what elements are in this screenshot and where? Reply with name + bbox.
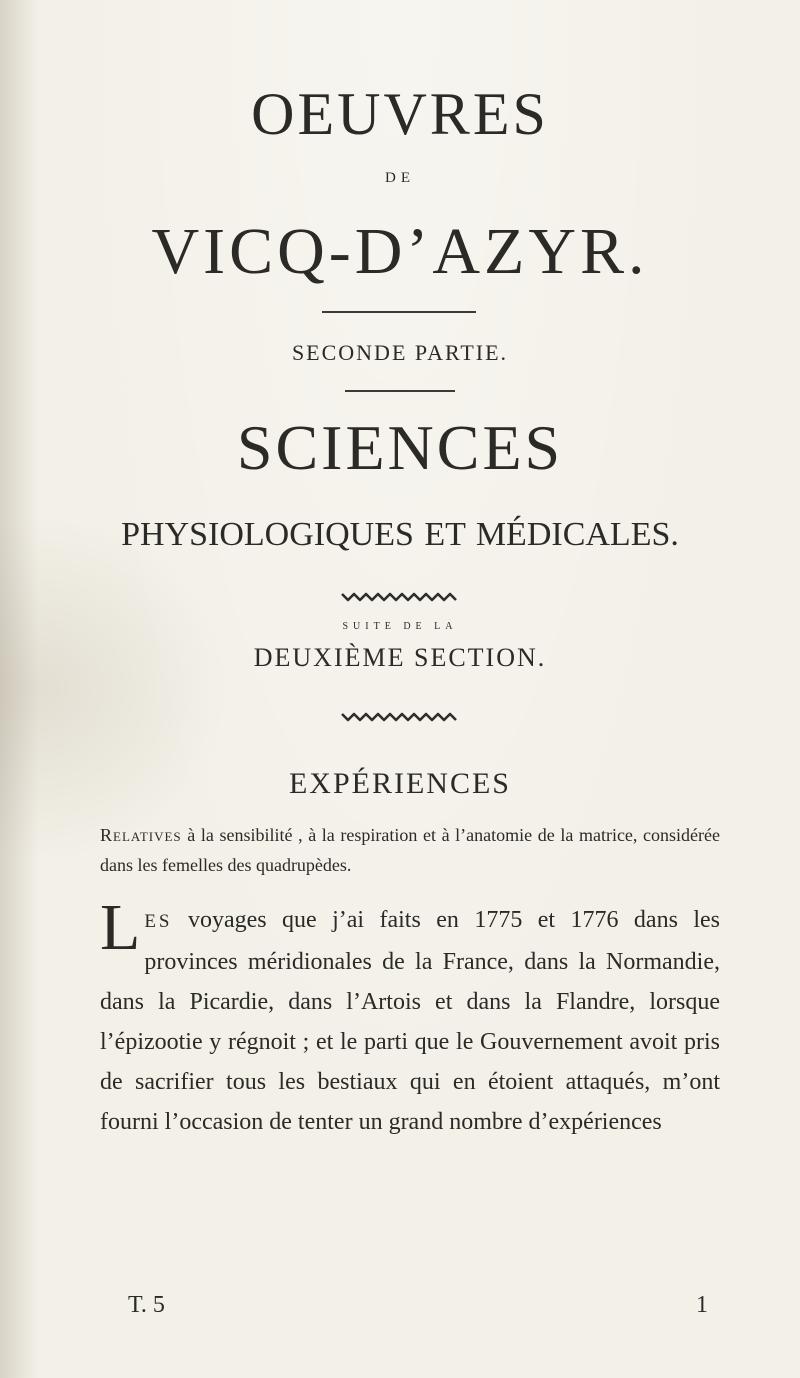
divider-rule (345, 390, 455, 392)
subject-title: SCIENCES (236, 412, 564, 483)
wave-ornament-icon (340, 590, 460, 602)
author-name: VICQ-D’AZYR. (151, 215, 649, 288)
drop-cap: L (100, 891, 141, 964)
section-title: DEUXIÈME SECTION. (253, 643, 547, 672)
wave-ornament-icon (340, 710, 460, 722)
work-title: OEUVRES (251, 81, 549, 147)
section-suite: SUITE DE LA (342, 621, 458, 632)
subject-subtitle: PHYSIOLOGIQUES ET MÉDICALES. (121, 516, 679, 553)
signature-mark: T. 5 (128, 1292, 165, 1318)
divider-rule (322, 311, 476, 313)
paragraph-text: voyages que j’ai faits en 1775 et 1776 dans les provinces méridionales de la France, dans la Normandie, dans la Picardie, dans l’Artois et dans la Flandre, lorsque l’épizootie y régnoit ; et le parti que le Gouvernement avoit pris de sacrifier tous les bestiaux qui en étoient attaqués, m’ont fourni l’occasion de tenter un grand nombre d’expériences (100, 907, 720, 1135)
chapter-title: EXPÉRIENCES (288, 767, 511, 800)
opening-word: ES (144, 911, 173, 932)
description-text: à la sensibilité , à la respiration et à l’anatomie de la matrice, considérée dans les femelles des quadrupèdes. (100, 825, 720, 875)
page-gutter-shadow (0, 0, 38, 1378)
page-number: 1 (696, 1292, 708, 1318)
description-lead: Relatives (100, 825, 182, 845)
chapter-description (100, 820, 720, 880)
body-paragraph (100, 891, 720, 1142)
preposition: DE (385, 170, 415, 186)
part-title: SECONDE PARTIE. (291, 340, 509, 365)
